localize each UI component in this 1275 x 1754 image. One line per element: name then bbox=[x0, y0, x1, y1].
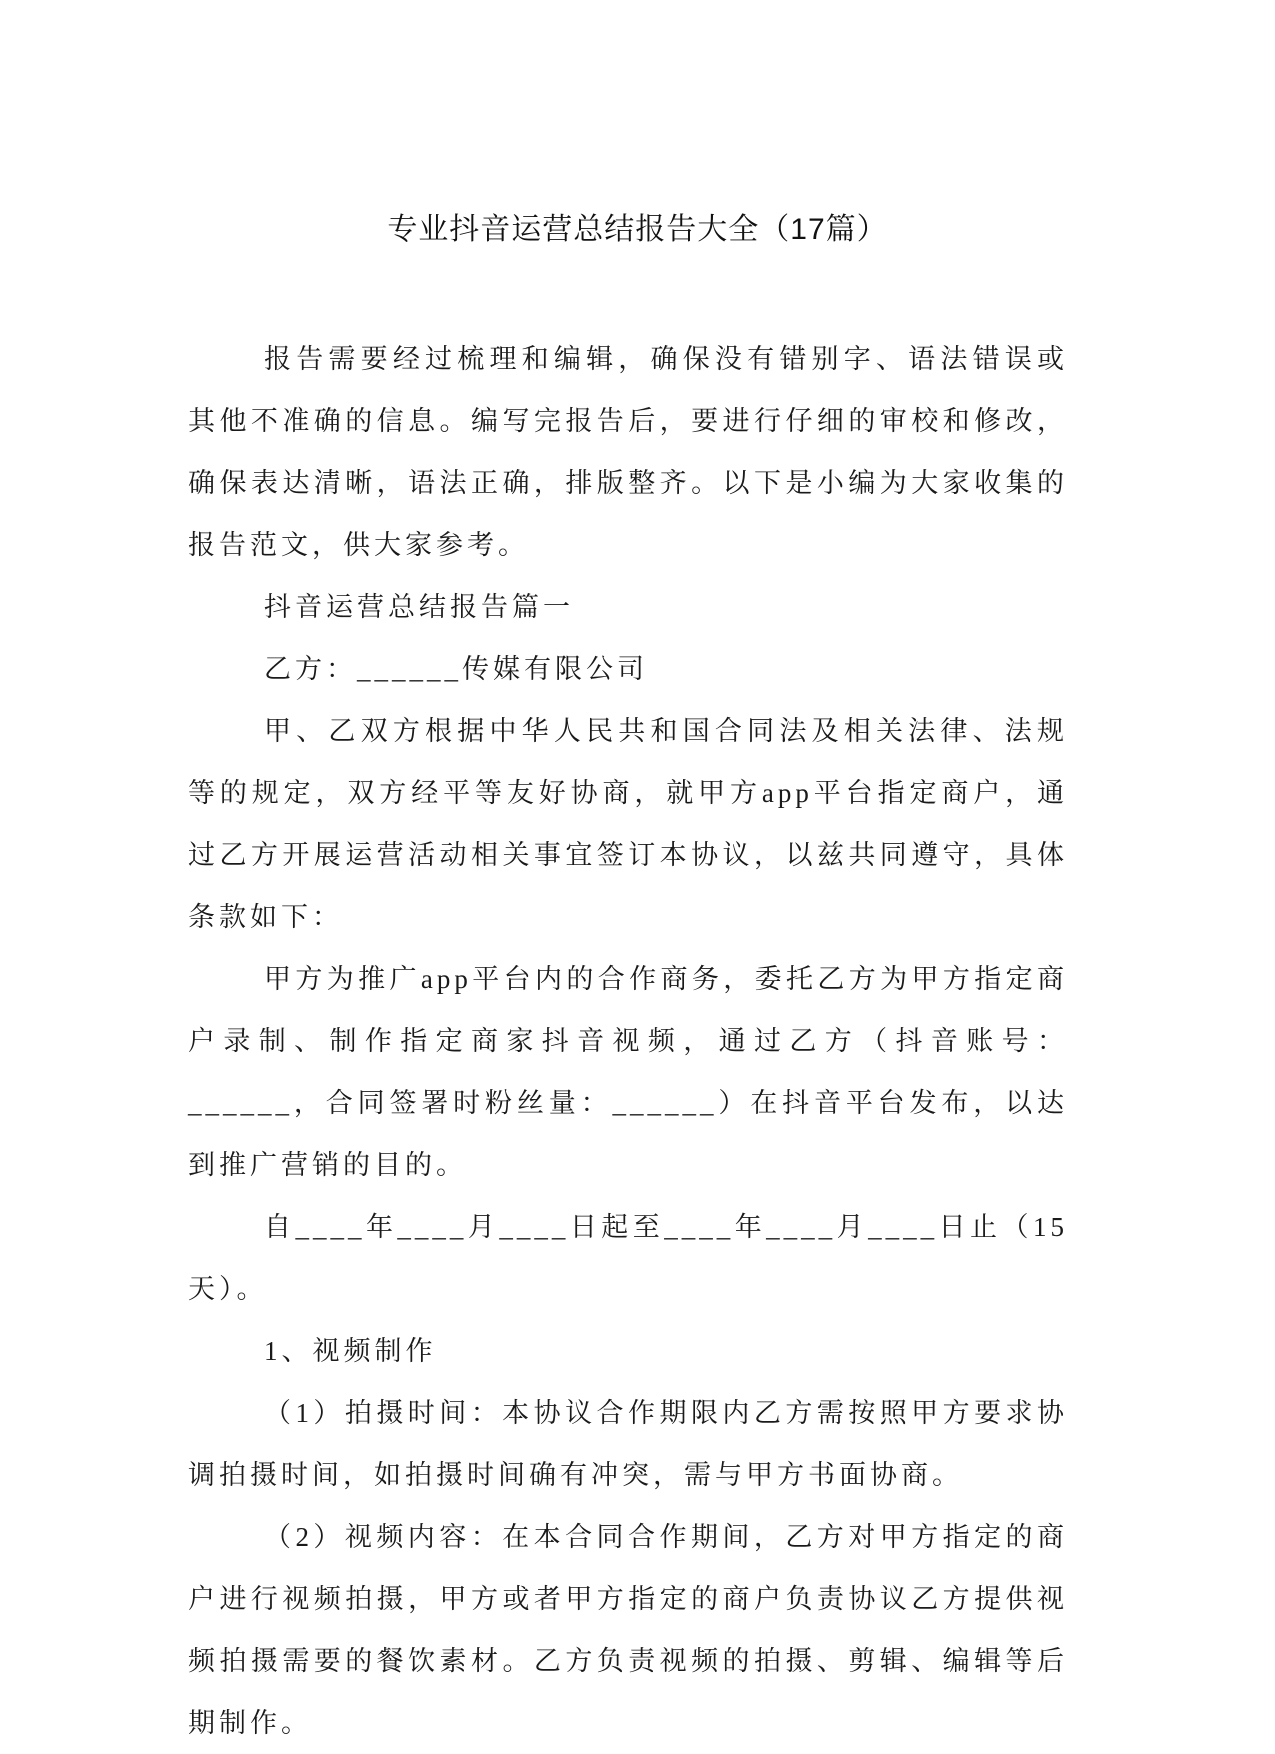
clause-item-1: （1）拍摄时间：本协议合作期限内乙方需按照甲方要求协调拍摄时间，如拍摄时间确有冲突，需与甲方书面协商。 bbox=[188, 1398, 1068, 1490]
party-b-line: 乙方：______传媒有限公司 bbox=[264, 654, 648, 684]
intro-paragraph: 报告需要经过梳理和编辑，确保没有错别字、语法错误或其他不准确的信息。编写完报告后，要进行仔细的审校和修改，确保表达清晰，语法正确，排版整齐。以下是小编为大家收集的报告范文，供大家参考。 bbox=[188, 344, 1068, 560]
clause-item-2: （2）视频内容：在本合同合作期间，乙方对甲方指定的商户进行视频拍摄，甲方或者甲方指定的商户负责协议乙方提供视频拍摄需要的餐饮素材。乙方负责视频的拍摄、剪辑、编辑等后期制作。 bbox=[188, 1522, 1068, 1738]
document-title: 专业抖音运营总结报告大全（17篇） bbox=[387, 213, 888, 246]
purpose-paragraph: 甲方为推广app平台内的合作商务，委托乙方为甲方指定商户录制、制作指定商家抖音视频，通过乙方（抖音账号：______，合同签署时粉丝量：______）在抖音平台发布，以达到推广营销的目的。 bbox=[188, 964, 1068, 1180]
term-paragraph: 自____年____月____日起至____年____月____日止（15天）。 bbox=[188, 1212, 1068, 1304]
section-heading: 抖音运营总结报告篇一 bbox=[264, 592, 574, 622]
agreement-paragraph: 甲、乙双方根据中华人民共和国合同法及相关法律、法规等的规定，双方经平等友好协商，就甲方app平台指定商户，通过乙方开展运营活动相关事宜签订本协议，以兹共同遵守，具体条款如下： bbox=[188, 716, 1068, 932]
clause-heading: 1、视频制作 bbox=[264, 1336, 437, 1366]
document-body bbox=[188, 328, 1068, 1754]
